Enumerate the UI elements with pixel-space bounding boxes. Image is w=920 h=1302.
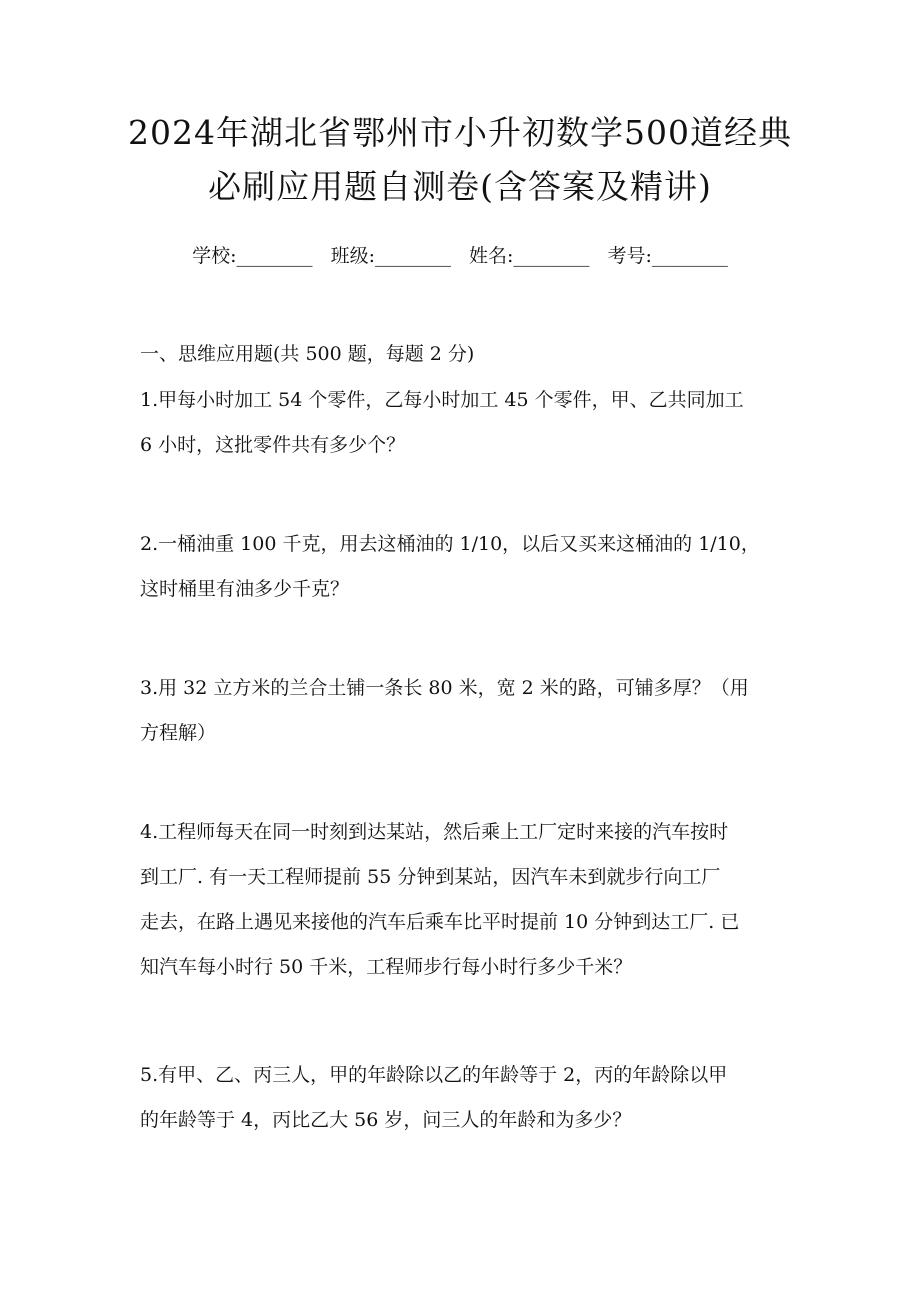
question-1 (140, 378, 790, 468)
question-line: 走去，在路上遇见来接他的汽车后乘车比平时提前 10 分钟到达工厂. 已 (140, 911, 740, 933)
question-line: 方程解） (140, 722, 217, 744)
question-line: 到工厂. 有一天工程师提前 55 分钟到某站，因汽车未到就步行向工厂 (140, 866, 721, 888)
question-line: 6 小时，这批零件共有多少个？ (140, 434, 406, 456)
question-line: 5.有甲、乙、丙三人，甲的年龄除以乙的年龄等于 2，丙的年龄除以甲 (140, 1064, 728, 1086)
question-3 (140, 666, 790, 756)
exam-number-field: 考号:________ (607, 245, 728, 267)
question-line: 1.甲每小时加工 54 个零件，乙每小时加工 45 个零件，甲、乙共同加工 (140, 389, 744, 411)
question-line: 3.用 32 立方米的兰合土铺一条长 80 米，宽 2 米的路，可铺多厚？（用 (140, 677, 749, 699)
question-2 (140, 522, 790, 612)
class-field: 班级:________ (330, 245, 451, 267)
question-5 (140, 1053, 790, 1143)
document-title-line-1: 2024年湖北省鄂州市小升初数学500道经典 (128, 113, 792, 152)
document-title-line-2: 必刷应用题自测卷(含答案及精讲) (208, 167, 712, 206)
question-line: 4.工程师每天在同一时刻到达某站，然后乘上工厂定时来接的汽车按时 (140, 821, 729, 843)
question-line: 这时桶里有油多少千克？ (140, 578, 350, 600)
question-line: 知汽车每小时行 50 千米，工程师步行每小时行多少千米？ (140, 956, 633, 978)
question-line: 的年龄等于 4，丙比乙大 56 岁，问三人的年龄和为多少？ (140, 1109, 632, 1131)
question-line: 2.一桶油重 100 千克，用去这桶油的 1/10，以后又买来这桶油的 1/10， (140, 533, 760, 555)
question-4 (140, 810, 790, 990)
school-field: 学校:________ (192, 245, 313, 267)
section-heading: 一、思维应用题(共 500 题，每题 2 分) (140, 343, 475, 365)
name-field: 姓名:________ (469, 245, 590, 267)
student-info-row (0, 243, 920, 269)
